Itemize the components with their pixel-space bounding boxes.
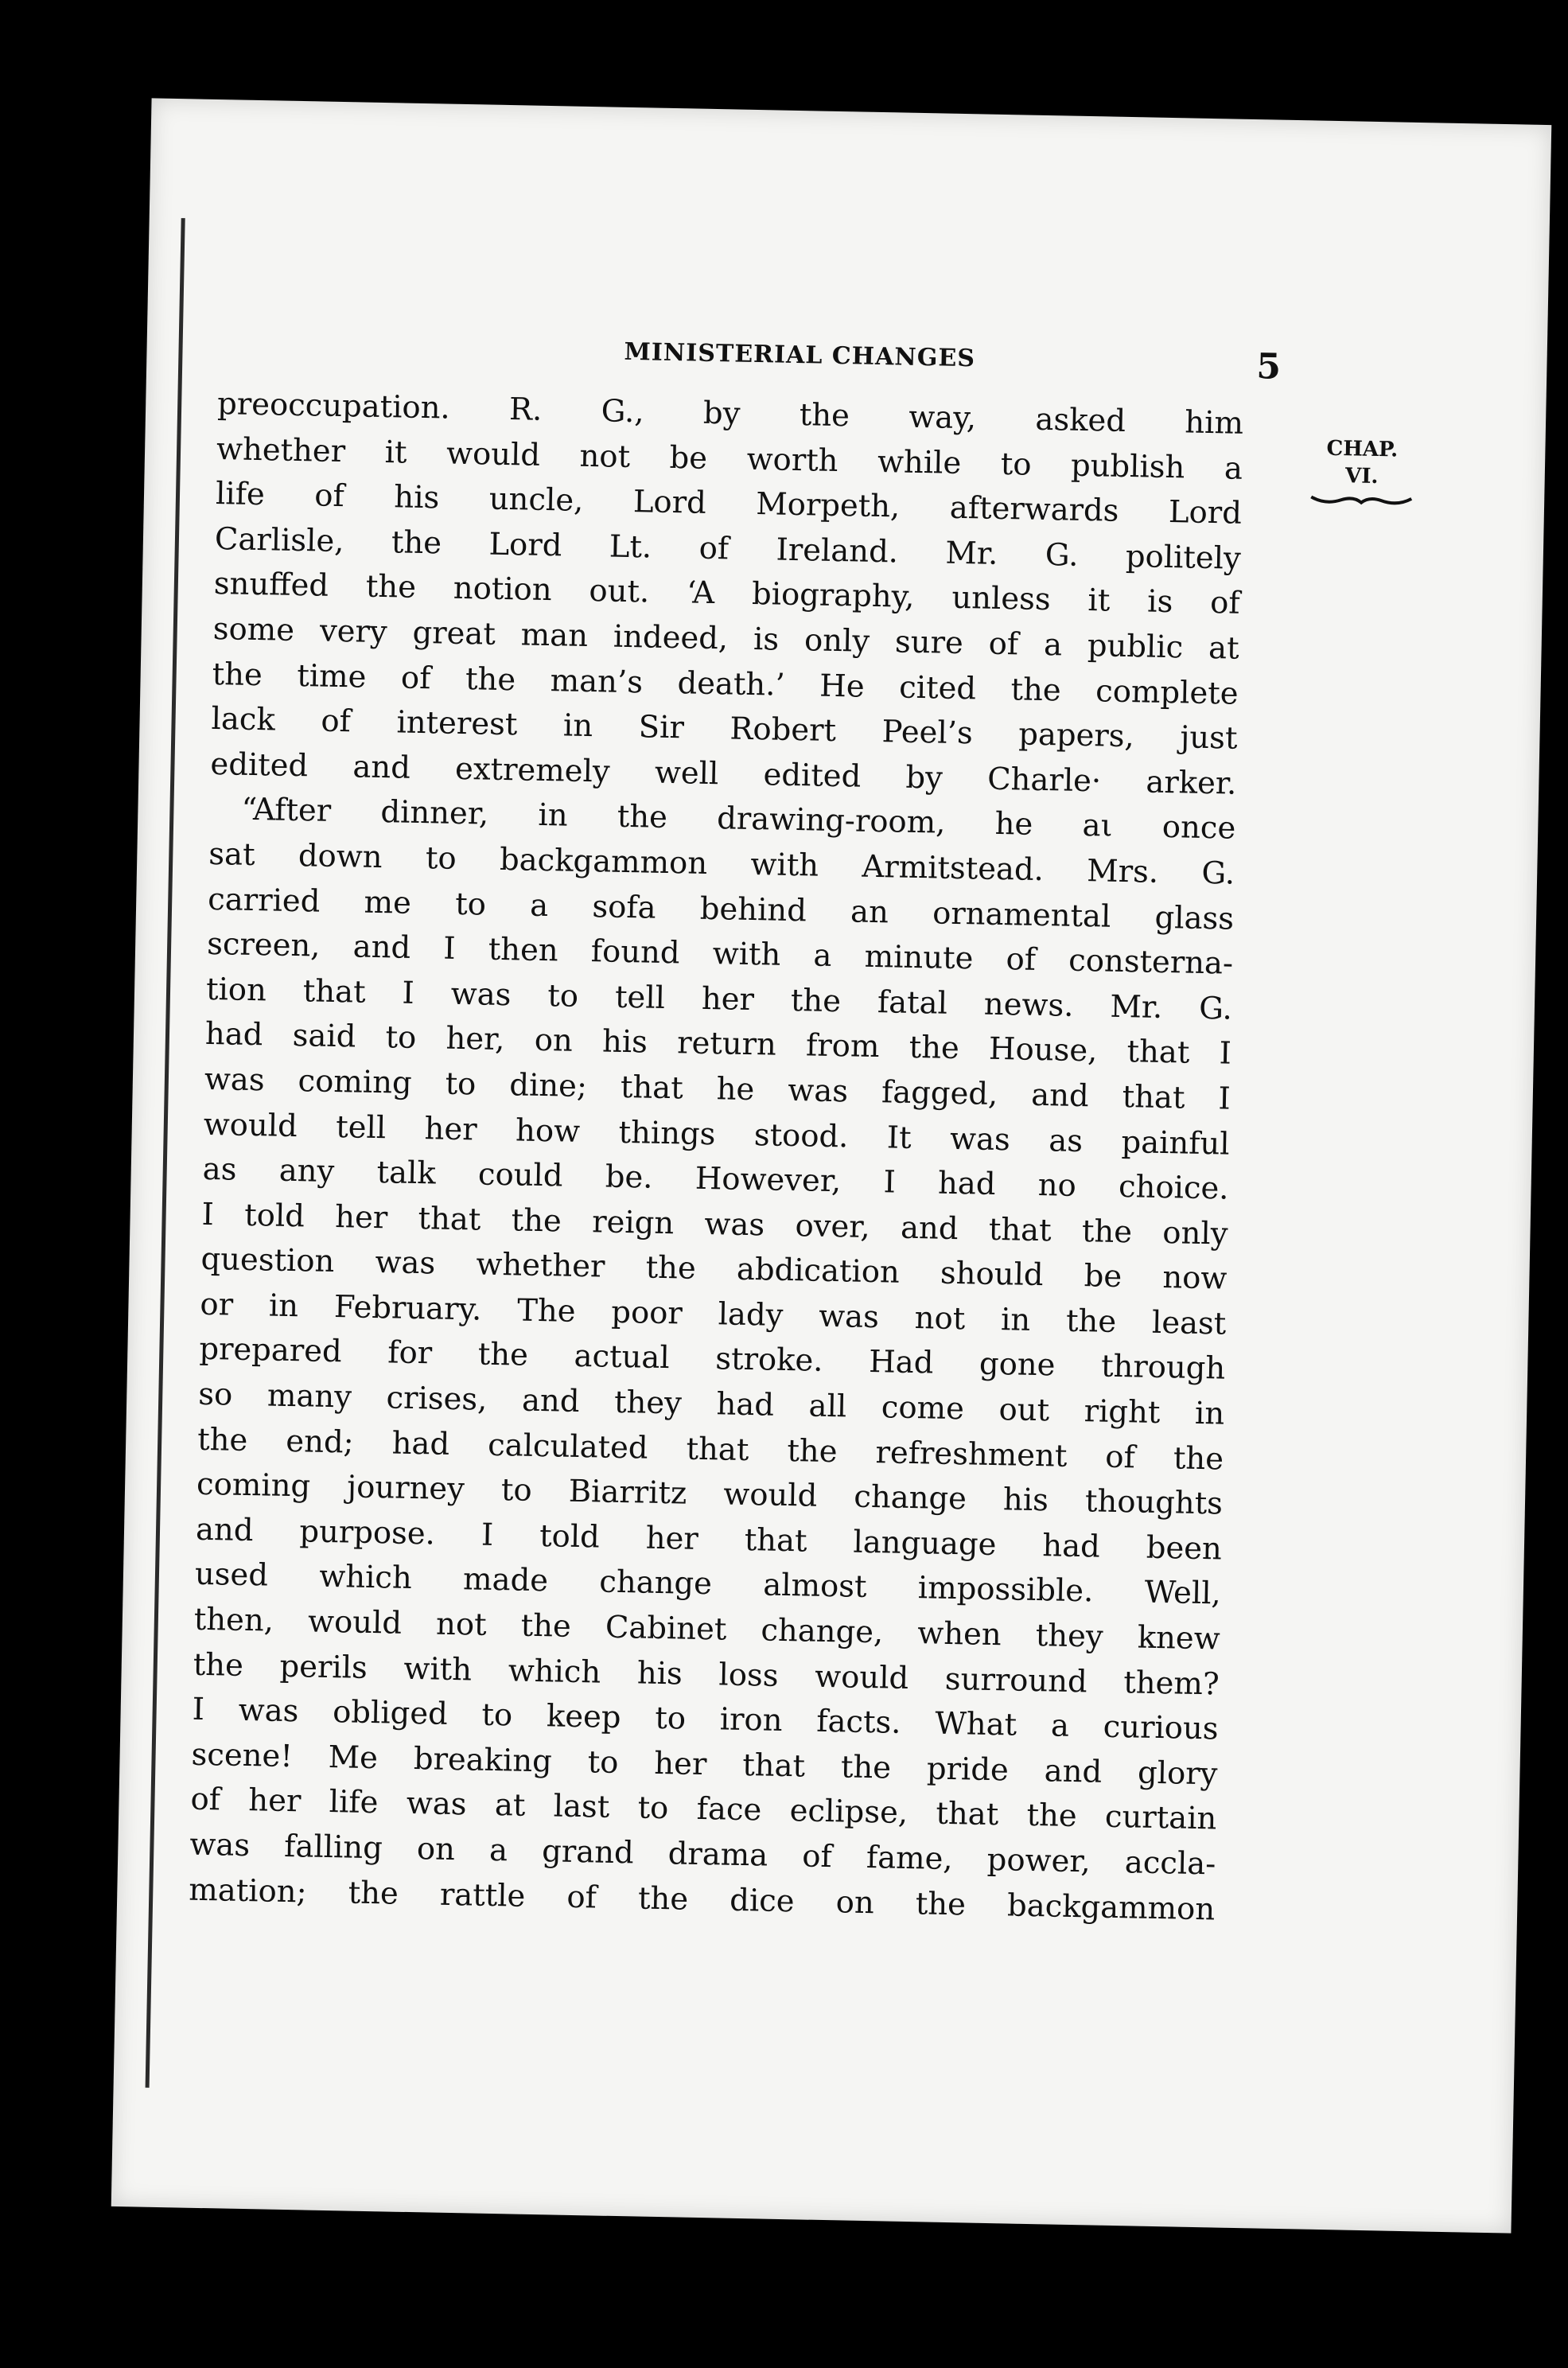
text-line: snuffed the notion out. ‘A biography, unless it is of — [213, 566, 1241, 622]
text-line: was falling on a grand drama of fame, power, accla- — [189, 1826, 1216, 1883]
text-line: edited and extremely well edited by Charle· arker. — [210, 746, 1237, 802]
body-text — [189, 382, 1244, 1933]
text-line: whether it would not be worth while to publish a — [216, 430, 1243, 487]
text-line: question was whether the abdication should be now — [200, 1241, 1228, 1297]
text-line: and purpose. I told her that language had been — [195, 1511, 1223, 1568]
text-line: the end; had calculated that the refreshment of the — [196, 1421, 1224, 1478]
text-line: I told her that the reign was over, and that the only — [201, 1196, 1228, 1252]
text-line: Carlisle, the Lord Lt. of Ireland. Mr. G. politely — [214, 520, 1242, 577]
text-line: “After dinner, in the drawing-room, he aι once — [241, 792, 1236, 847]
text-line: mation; the rattle of the dice on the backgammon — [188, 1871, 1216, 1928]
text-line: or in February. The poor lady was not in the least — [200, 1286, 1227, 1342]
margin-note-number: VI. — [1344, 464, 1379, 489]
text-line: preoccupation. R. G., by the way, asked him — [216, 386, 1244, 442]
text-line: the perils with which his loss would surround them? — [193, 1646, 1220, 1703]
page-number: 5 — [1255, 346, 1282, 388]
ornament-icon — [1309, 492, 1413, 508]
text-line: carried me to a sofa behind an ornamental glass — [207, 881, 1235, 937]
text-line: coming journey to Biarritz would change his thoughts — [196, 1466, 1224, 1522]
margin-note — [1301, 434, 1422, 508]
text-line: of her life was at last to face eclipse, that the curtain — [190, 1782, 1217, 1837]
text-line: some very great man indeed, is only sure of a public at — [212, 610, 1240, 667]
text-line: life of his uncle, Lord Morpeth, afterwards Lord — [215, 476, 1243, 532]
text-line: I was obliged to keep to iron facts. What a curious — [192, 1691, 1219, 1747]
text-line: tion that I was to tell her the fatal news. Mr. G. — [205, 971, 1233, 1027]
text-line: used which made change almost impossible. Well, — [194, 1556, 1222, 1612]
text-line: prepared for the actual stroke. Had gone through — [198, 1331, 1226, 1388]
text-line: as any talk could be. However, I had no choice. — [202, 1151, 1229, 1207]
text-line: the time of the man’s death.’ He cited the complete — [212, 656, 1239, 712]
text-line: had said to her, on his return from the House, that I — [204, 1016, 1232, 1072]
text-line: was coming to dine; that he was fagged, and that I — [204, 1061, 1231, 1117]
text-line: scene! Me breaking to her that the pride and glory — [191, 1736, 1218, 1793]
text-line: screen, and I then found with a minute of consterna- — [206, 926, 1234, 982]
text-line: sat down to backgammon with Armitstead. Mrs. G. — [208, 835, 1235, 892]
text-line: lack of interest in Sir Robert Peel’s papers, just — [211, 701, 1238, 757]
margin-note-chapter: CHAP. — [1326, 436, 1399, 462]
page-gutter-edge — [146, 218, 185, 2088]
book-page — [111, 98, 1552, 2233]
text-line: so many crises, and they had all come out right in — [197, 1376, 1225, 1432]
text-line: then, would not the Cabinet change, when they knew — [193, 1601, 1221, 1657]
running-head: MINISTERIAL CHANGES — [624, 337, 976, 373]
text-line: would tell her how things stood. It was as painful — [203, 1106, 1231, 1163]
